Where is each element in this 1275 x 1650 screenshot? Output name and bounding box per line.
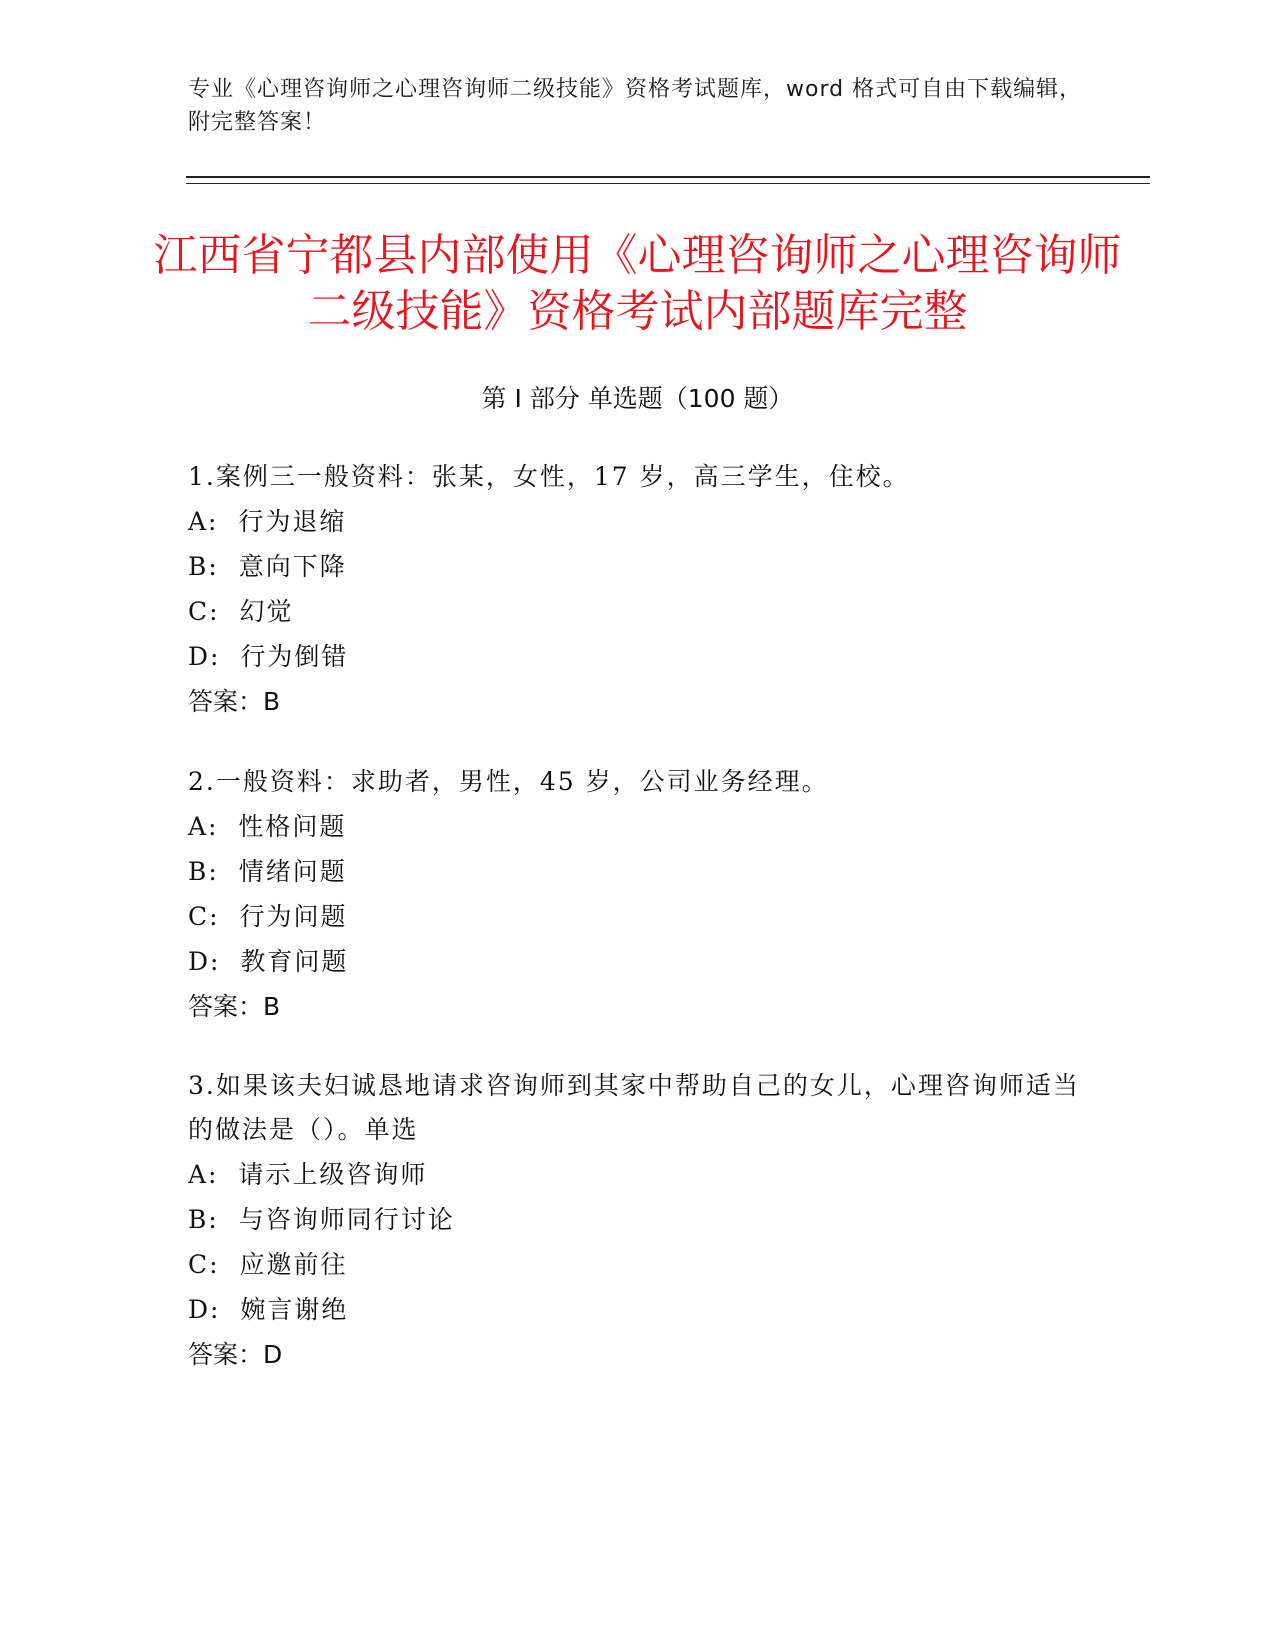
option-c: C: 应邀前往	[188, 1250, 348, 1279]
document-title: 江西省宁都县内部使用《心理咨询师之心理咨询师二级技能》资格考试内部题库完整	[153, 230, 1122, 337]
header-note: 专业《心理咨询师之心理咨询师二级技能》资格考试题库，word 格式可自由下载编辑，附完整答案！	[188, 77, 1083, 135]
option-c: C: 行为问题	[188, 902, 348, 931]
question-1	[188, 455, 1088, 724]
option-a: A: 行为退缩	[188, 507, 347, 536]
option-d: D: 教育问题	[188, 947, 349, 976]
option-d: D: 婉言谢绝	[188, 1295, 349, 1324]
option-d: D: 行为倒错	[188, 642, 349, 671]
answer-line: 答案：D	[188, 1340, 283, 1369]
option-b: B: 与咨询师同行讨论	[188, 1205, 455, 1234]
question-text: 1.案例三一般资料：张某，女性，17 岁，高三学生，住校。	[188, 462, 910, 491]
option-c: C: 幻觉	[188, 597, 294, 626]
answer-line: 答案：B	[188, 992, 281, 1021]
header-rule	[186, 176, 1150, 184]
question-2	[188, 760, 1088, 1029]
question-text: 2.一般资料：求助者，男性，45 岁，公司业务经理。	[188, 767, 829, 796]
question-3	[188, 1064, 1088, 1377]
option-b: B: 情绪问题	[188, 857, 347, 886]
option-a: A: 性格问题	[188, 812, 347, 841]
option-a: A: 请示上级咨询师	[188, 1160, 428, 1189]
answer-line: 答案：B	[188, 687, 281, 716]
question-text: 3.如果该夫妇诚恳地请求咨询师到其家中帮助自己的女儿，心理咨询师适当的做法是（）。单选	[188, 1071, 1080, 1144]
option-b: B: 意向下降	[188, 552, 347, 581]
section-heading: 第 I 部分 单选题（100 题）	[481, 384, 794, 413]
